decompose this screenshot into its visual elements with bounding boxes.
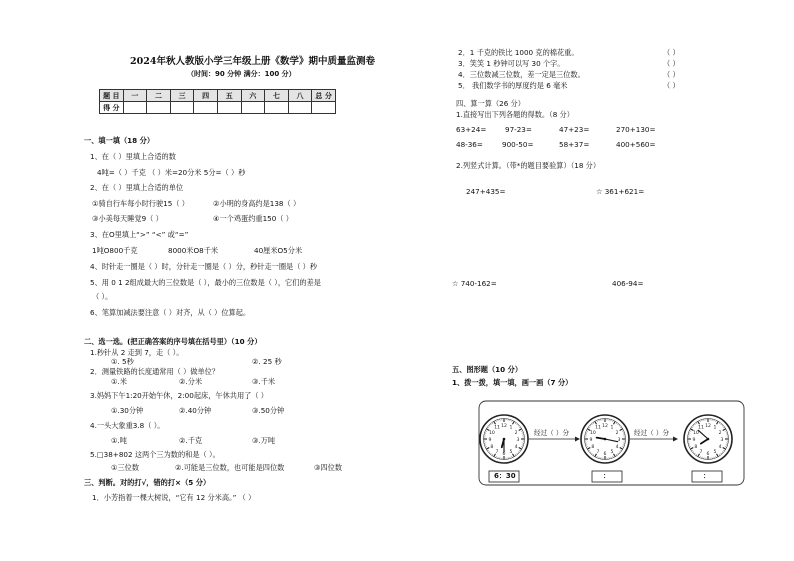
choice-4-option[interactable]: ③.万吨 [252, 436, 276, 445]
clock-numeral: 12 [705, 423, 711, 429]
clock-numeral: 12 [501, 423, 507, 429]
judge-2-answer[interactable]: （ ） [663, 48, 680, 57]
elapsed-label-2[interactable]: 经过（ ）分 [634, 429, 670, 437]
choice-2-option[interactable]: ②.分米 [179, 377, 203, 386]
clock-numeral: 10 [488, 430, 495, 436]
question-1-2-c: ③小美每天睡觉9（ ） [92, 214, 163, 223]
choice-1-option[interactable]: ①. 5秒 [111, 357, 134, 366]
judge-3: 3．笑笑 1 秒钟可以写 30 个字。 [458, 59, 565, 68]
choice-1: 1.秒针从 2 走到 7，走（ ）。 [90, 348, 184, 357]
question-1-4: 4、时针走一圈是（ ）时，分针走一圈是（ ）分，秒针走一圈是（ ）秒 [90, 262, 318, 271]
clock-center [503, 438, 506, 441]
question-1-3-b: 8000米O8千米 [168, 246, 219, 255]
choice-3-option[interactable]: ③.50分钟 [252, 406, 285, 415]
choice-3-option[interactable]: ②.40分钟 [179, 406, 212, 415]
clock-numeral: 5 [610, 449, 614, 455]
time-box-1-label: 6：30 [494, 472, 516, 480]
page-subtitle: （时间：90 分钟 满分：100 分） [187, 70, 296, 78]
calc-item: 58+37= [559, 140, 590, 149]
vertical-calc: 247+435= [466, 187, 506, 196]
score-header-cell: 二 [147, 90, 171, 102]
score-header-cell: 总 分 [312, 90, 336, 102]
clock-numeral: 5 [713, 449, 717, 455]
judge-5: 5． 我们数学书的厚度约是 6 毫米 [458, 81, 568, 90]
clock-numeral: 6 [706, 451, 710, 457]
calc-item: 48-36= [456, 140, 483, 149]
clock-2[interactable] [581, 415, 629, 463]
clock-numeral: 7 [699, 449, 703, 455]
choice-5-option[interactable]: ①三位数 [111, 463, 140, 472]
calc-item: 63+24= [456, 125, 487, 134]
question-1-5-cont: （ ）。 [92, 292, 113, 301]
calc-item: 900-50= [502, 140, 534, 149]
choice-5-option[interactable]: ②.可能是三位数，也可能是四位数 [175, 463, 285, 472]
score-header-cell: 四 [194, 90, 218, 102]
choice-3-option[interactable]: ①.30分钟 [111, 406, 144, 415]
judge-5-answer[interactable]: （ ） [663, 81, 680, 90]
section-5-heading: 五、图形题（10 分） [452, 365, 523, 374]
clock-numeral: 8 [591, 444, 595, 450]
score-header-cell: 五 [217, 90, 241, 102]
clock-1 [480, 415, 528, 463]
graph-question-1: 1、拨一拨，填一填，画一画（7 分） [452, 378, 573, 387]
question-1-2-d: ④一个鸡蛋约重150（ ） [213, 214, 293, 223]
choice-2-option[interactable]: ③.千米 [252, 377, 276, 386]
choice-1-option[interactable]: ②. 25 秒 [252, 357, 282, 366]
clock-numeral: 3 [516, 437, 520, 443]
clock-numeral: 2 [514, 430, 518, 436]
clock-numeral: 2 [615, 430, 619, 436]
choice-5-option[interactable]: ③四位数 [314, 463, 343, 472]
question-1-3: 3、在O里填上“>” “<” 或“=” [90, 230, 189, 239]
clock-numeral: 9 [589, 437, 593, 443]
score-header-cell: 六 [241, 90, 265, 102]
question-1-3-a: 1吨O800千克 [92, 246, 138, 255]
time-box-2-label: ： [603, 472, 610, 480]
clock-center [604, 438, 607, 441]
calc-item: 400+560= [616, 140, 656, 149]
judge-3-answer[interactable]: （ ） [663, 59, 680, 68]
clock-center [707, 438, 710, 441]
score-header-cell: 八 [288, 90, 312, 102]
vertical-calc: ☆ 740-162= [452, 279, 497, 288]
section-1-heading: 一、填一填（18 分） [84, 136, 155, 145]
question-1-1-items: 4吨=（ ）千克 （ ）米=20分米 5分=（ ）秒 [97, 168, 246, 177]
judge-4-answer[interactable]: （ ） [663, 70, 680, 79]
question-1-6: 6、笔算加减法要注意（ ）对齐，从（ ）位算起。 [90, 308, 251, 317]
time-box-3-label: ： [703, 472, 710, 480]
section-3-heading: 三、判断。对的打√，错的打×（5 分） [84, 478, 211, 487]
clock-numeral: 3 [720, 437, 724, 443]
choice-4-option[interactable]: ②.千克 [179, 436, 203, 445]
calc-part-2: 2.列竖式计算。（带*的题目要验算）（18 分） [456, 161, 601, 170]
calc-part-1: 1.直接写出下列各题的得数。（8 分） [456, 110, 574, 119]
score-header-cell: 题 目 [100, 90, 124, 102]
choice-3: 3.妈妈下午1:20开始午休，2:00起床，午休共用了（ ） [90, 391, 268, 400]
clock-numeral: 7 [596, 449, 600, 455]
clock-group [480, 415, 732, 463]
clock-numeral: 8 [490, 444, 494, 450]
calc-item: 97-23= [505, 125, 532, 134]
elapsed-label-1[interactable]: 经过（ ）分 [534, 429, 570, 437]
clock-numeral: 1 [509, 425, 513, 431]
clock-numeral: 11 [698, 425, 704, 431]
clock-numeral: 11 [494, 425, 500, 431]
question-1-2-a: ①骑自行车每小时行驶15（ ） [92, 199, 189, 208]
clock-numeral: 9 [488, 437, 492, 443]
question-1-1: 1、在（ ）里填上合适的数 [90, 152, 176, 161]
question-1-2: 2、在（ ）里填上合适的单位 [90, 183, 184, 192]
clock-numeral: 6 [603, 451, 607, 457]
clock-numeral: 12 [602, 423, 608, 429]
clock-numeral: 10 [589, 430, 596, 436]
score-header-cell: 一 [123, 90, 147, 102]
judge-4: 4．三位数减三位数，差一定是三位数。 [458, 70, 585, 79]
clock-numeral: 1 [713, 425, 717, 431]
calc-item: 270+130= [616, 125, 656, 134]
arrow-head [673, 437, 678, 442]
score-row-label: 得 分 [100, 102, 124, 114]
clock-numeral: 4 [615, 444, 619, 450]
section-2-heading: 二、选一选。(把正确答案的序号填在括号里）（10 分） [84, 337, 262, 346]
clock-numeral: 5 [509, 449, 513, 455]
choice-4: 4.一头大象重3.8（ ）。 [90, 421, 165, 430]
section-4-heading: 四、算一算（26 分） [456, 99, 525, 108]
clock-numeral: 9 [692, 437, 696, 443]
question-1-2-b: ②小明的身高约是138（ ） [213, 199, 301, 208]
clock-numeral: 4 [514, 444, 518, 450]
question-1-5: 5、用 0 1 2组成最大的三位数是（ ），最小的三位数是（ ），它们的差是 [90, 278, 321, 287]
judge-1: 1．小芳指着一棵大树说，“它有 12 分米高。” （ ） [92, 493, 256, 502]
arrow-head [575, 437, 580, 442]
score-header-cell: 七 [265, 90, 289, 102]
calc-item: 47+23= [559, 125, 590, 134]
choice-4-option[interactable]: ①.吨 [111, 436, 127, 445]
page-title: 2024年秋人教版小学三年级上册《数学》期中质量监测卷 [130, 56, 375, 67]
clock-numeral: 2 [718, 430, 722, 436]
clock-numeral: 6 [502, 451, 506, 457]
clock-numeral: 10 [692, 430, 699, 436]
score-header-cell: 三 [170, 90, 194, 102]
clock-3[interactable] [684, 415, 732, 463]
choice-5: 5.□38+802 这两个三为数的和是（ ）。 [90, 450, 220, 459]
clock-numeral: 11 [595, 425, 601, 431]
clock-numeral: 1 [610, 425, 614, 431]
vertical-calc: 406-94= [612, 279, 644, 288]
clock-numeral: 3 [617, 437, 621, 443]
vertical-calc: ☆ 361+621= [596, 187, 645, 196]
question-1-3-c: 40厘米O5分米 [254, 246, 303, 255]
clock-numeral: 4 [718, 444, 722, 450]
clock-numeral: 8 [694, 444, 698, 450]
clock-numeral: 7 [495, 449, 499, 455]
judge-2: 2．1 千克的铁比 1000 克的棉花重。 [458, 48, 579, 57]
choice-2: 2．测量铁路的长度通常用（ ）做单位？ [90, 367, 220, 376]
choice-2-option[interactable]: ①.米 [111, 377, 127, 386]
